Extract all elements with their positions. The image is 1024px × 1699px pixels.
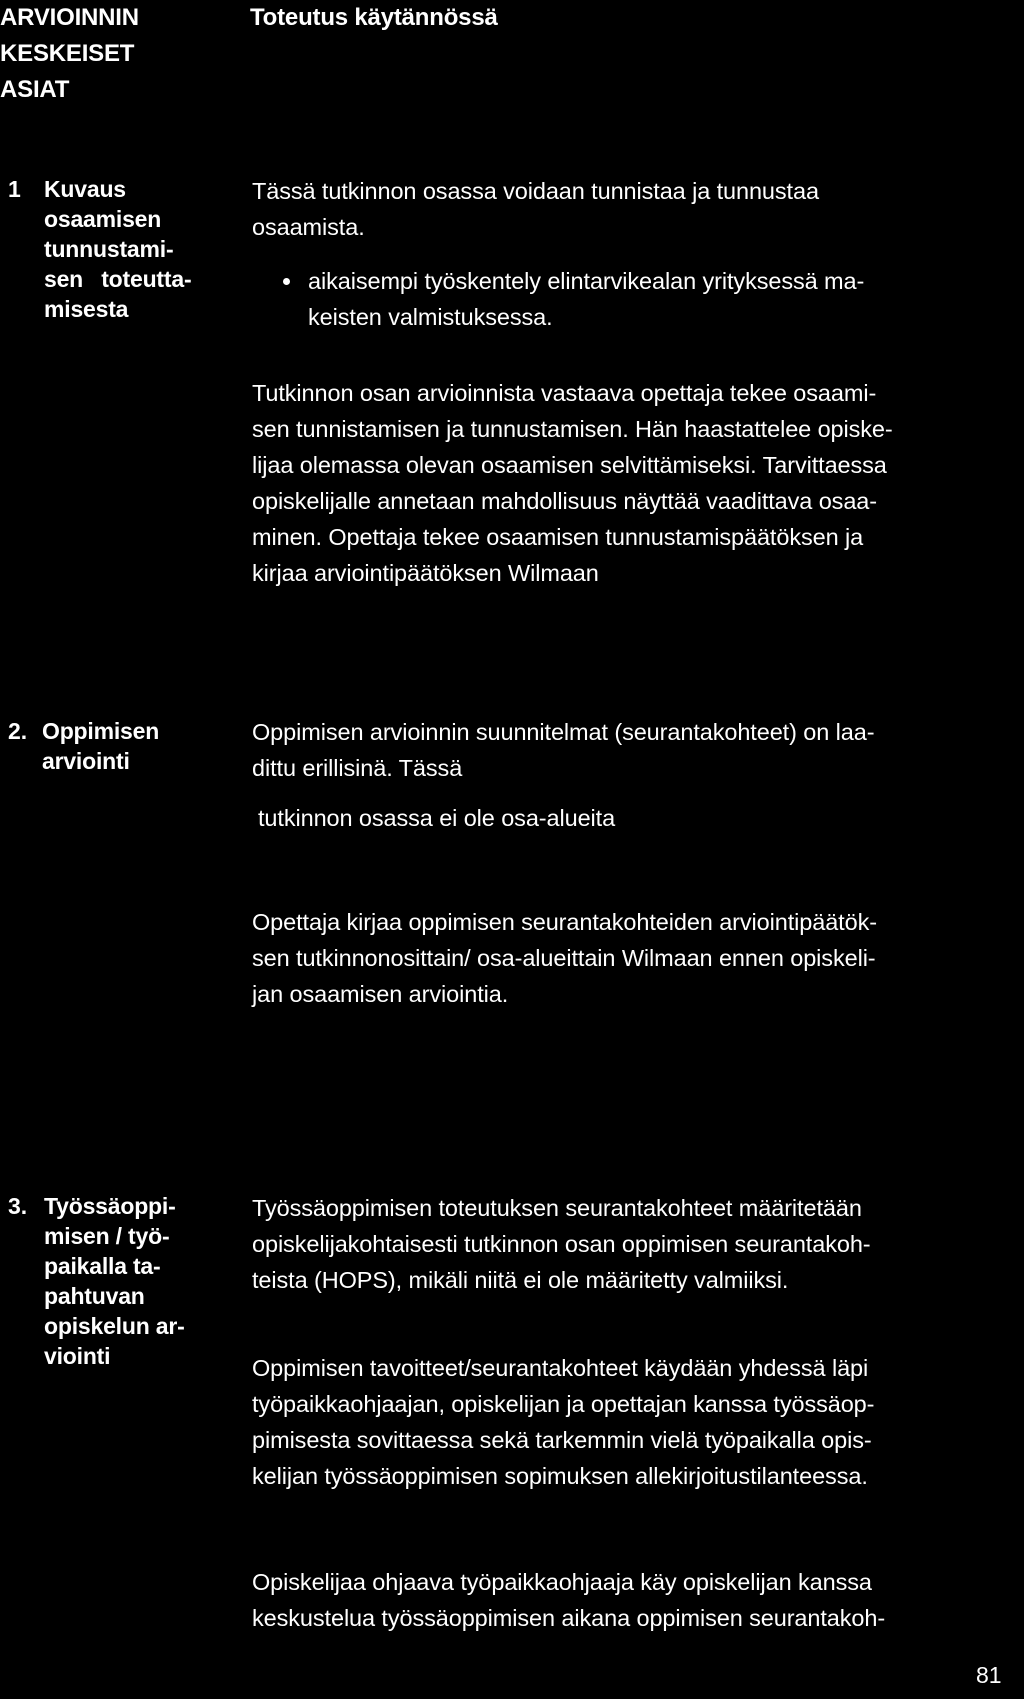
section-3-number: 3. bbox=[8, 1193, 28, 1219]
bullet-icon bbox=[283, 278, 290, 285]
section-1-label-line: misesta bbox=[44, 296, 129, 322]
section-3-paragraph-2-line: työpaikkaohjaajan, opiskelijan ja opettajan kanssa työssäop- bbox=[252, 1391, 875, 1417]
section-1-bullet-line: keisten valmistuksessa. bbox=[308, 304, 553, 330]
section-3-paragraph-3 bbox=[252, 1564, 885, 1636]
section-3-label-line: misen / työ- bbox=[44, 1223, 170, 1249]
section-1-paragraph-line: minen. Opettaja tekee osaamisen tunnustamispäätöksen ja bbox=[252, 524, 864, 550]
header-right-column-title: Toteutus käytännössä bbox=[250, 4, 498, 31]
header-left-line: KESKEISET bbox=[0, 40, 135, 67]
section-1-label-line: tunnustami- bbox=[44, 236, 174, 262]
section-3-paragraph-2-line: kelijan työssäoppimisen sopimuksen allekirjoitustilanteessa. bbox=[252, 1463, 868, 1489]
section-3-paragraph-2 bbox=[252, 1350, 874, 1494]
section-3-label-line: paikalla ta- bbox=[44, 1253, 161, 1279]
section-2-label-line: Oppimisen bbox=[42, 718, 160, 744]
section-3-paragraph-2-line: Oppimisen tavoitteet/seurantakohteet käydään yhdessä läpi bbox=[252, 1355, 869, 1381]
section-2-label-line: arviointi bbox=[42, 748, 130, 774]
page-number: 81 bbox=[976, 1662, 1002, 1688]
section-1-label-line: sen toteutta- bbox=[44, 266, 192, 292]
section-2-label bbox=[42, 716, 159, 776]
section-1-paragraph-line: lijaa olemassa olevan osaamisen selvittämiseksi. Tarvittaessa bbox=[252, 452, 887, 478]
section-3-label-line: opiskelun ar- bbox=[44, 1313, 185, 1339]
section-3-label-line: pahtuvan bbox=[44, 1283, 145, 1309]
section-3-paragraph-2-line: pimisesta sovittaessa sekä tarkemmin vielä työpaikalla opis- bbox=[252, 1427, 872, 1453]
section-2-paragraph-1-line: dittu erillisinä. Tässä bbox=[252, 755, 463, 781]
section-1-paragraph-line: sen tunnistamisen ja tunnustamisen. Hän haastattelee opiske- bbox=[252, 416, 893, 442]
section-1-label bbox=[44, 174, 191, 324]
section-1-number: 1 bbox=[8, 176, 21, 202]
section-3-paragraph-3-line: keskustelua työssäoppimisen aikana oppimisen seurantakoh- bbox=[252, 1605, 886, 1631]
section-2-paragraph-1-line: Oppimisen arvioinnin suunnitelmat (seurantakohteet) on laa- bbox=[252, 719, 875, 745]
section-1-label-line: Kuvaus bbox=[44, 176, 126, 202]
section-3-paragraph-1-line: Työssäoppimisen toteutuksen seurantakohteet määritetään bbox=[252, 1195, 862, 1221]
section-3-paragraph-1-line: teista (HOPS), mikäli niitä ei ole määritetty valmiiksi. bbox=[252, 1267, 789, 1293]
section-2-paragraph-1 bbox=[252, 714, 874, 786]
section-3-paragraph-1-line: opiskelijakohtaisesti tutkinnon osan oppimisen seurantakoh- bbox=[252, 1231, 871, 1257]
section-1-bullet-line: aikaisempi työskentely elintarvikealan yrityksessä ma- bbox=[308, 268, 865, 294]
section-1-paragraph-line: Tutkinnon osan arvioinnista vastaava opettaja tekee osaami- bbox=[252, 380, 877, 406]
section-1-paragraph-line: kirjaa arviointipäätöksen Wilmaan bbox=[252, 560, 599, 586]
section-3-paragraph-3-line: Opiskelijaa ohjaava työpaikkaohjaaja käy opiskelijan kanssa bbox=[252, 1569, 872, 1595]
section-1-paragraph-line: opiskelijalle annetaan mahdollisuus näyttää vaadittava osaa- bbox=[252, 488, 877, 514]
section-3-paragraph-1 bbox=[252, 1190, 871, 1298]
section-2-number: 2. bbox=[8, 718, 28, 744]
section-3-label-line: viointi bbox=[44, 1343, 111, 1369]
section-1-intro-line: osaamista. bbox=[252, 214, 365, 240]
section-1-bullet-item bbox=[308, 263, 864, 335]
section-2-paragraph-3-line: Opettaja kirjaa oppimisen seurantakohteiden arviointipäätök- bbox=[252, 909, 877, 935]
section-2-paragraph-2 bbox=[258, 800, 615, 836]
section-1-intro bbox=[252, 173, 819, 245]
section-2-paragraph-3 bbox=[252, 904, 877, 1012]
section-3-label-line: Työssäoppi- bbox=[44, 1193, 176, 1219]
header-left-column-title bbox=[0, 0, 139, 108]
section-1-intro-line: Tässä tutkinnon osassa voidaan tunnistaa ja tunnustaa bbox=[252, 178, 819, 204]
section-1-paragraph bbox=[252, 375, 893, 591]
section-2-paragraph-3-line: sen tutkinnonosittain/ osa-alueittain Wilmaan ennen opiskeli- bbox=[252, 945, 876, 971]
section-3-label bbox=[44, 1191, 185, 1371]
section-1-label-line: osaamisen bbox=[44, 206, 162, 232]
section-2-paragraph-2-line: tutkinnon osassa ei ole osa-alueita bbox=[258, 805, 616, 831]
header-left-line: ARVIOINNIN bbox=[0, 4, 139, 31]
header-left-line: ASIAT bbox=[0, 76, 70, 103]
section-2-paragraph-3-line: jan osaamisen arviointia. bbox=[252, 981, 509, 1007]
